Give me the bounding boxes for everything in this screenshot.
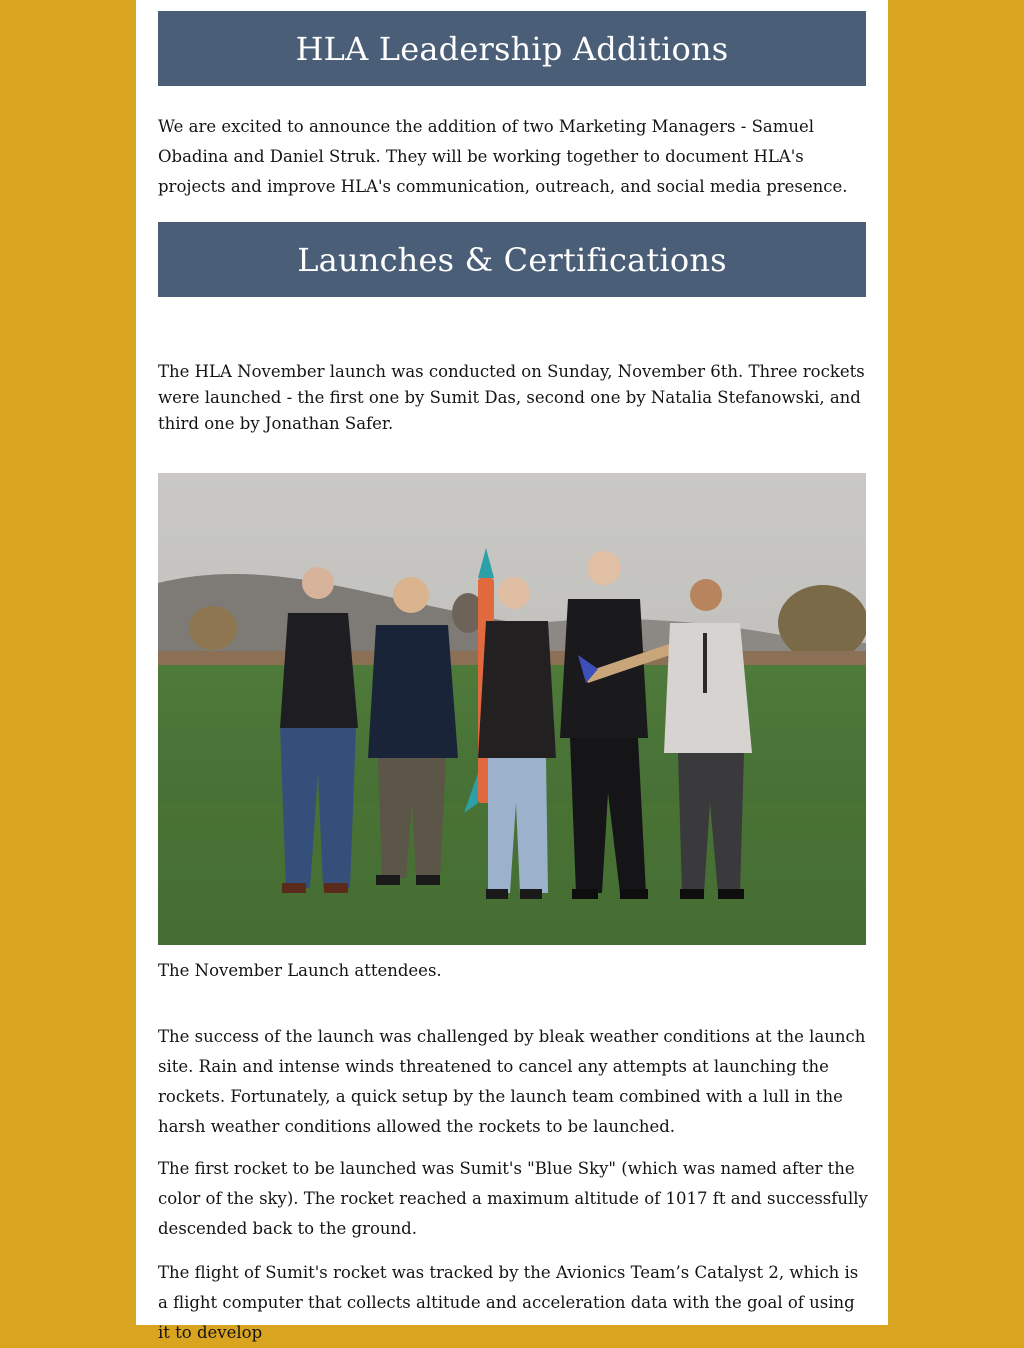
launch-intro-paragraph: The HLA November launch was conducted on Sunday, November 6th. Three rockets were launched - the first one by Sumit Das, second one by Natalia Stefanowski, and third one by Jonathan Safer. <box>158 362 865 433</box>
weather-paragraph: The success of the launch was challenged by bleak weather conditions at the launch site. Rain and intense winds threatened to cancel any attempts at launching the rockets. Fortunately, a quick setup by the launch team combined with a lull in the harsh weather conditions allowed the rockets to be launched. <box>158 1027 866 1136</box>
tracking-paragraph: The flight of Sumit's rocket was tracked by the Avionics Team’s Catalyst 2, which is a flight computer that collects altitude and acceleration data with the goal of using it to develop <box>158 1263 859 1342</box>
newsletter-page <box>136 0 888 1342</box>
first-rocket-paragraph: The first rocket to be launched was Sumit's "Blue Sky" (which was named after the color of the sky). The rocket reached a maximum altitude of 1017 ft and successfully descended back to the ground. <box>158 1159 868 1238</box>
section-title-leadership: HLA Leadership Additions <box>295 29 729 68</box>
section-banner-leadership <box>158 11 866 86</box>
launch-attendees-photo <box>158 473 866 945</box>
photo-caption: The November Launch attendees. <box>158 961 442 980</box>
leadership-paragraph: We are excited to announce the addition of two Marketing Managers - Samuel Obadina and Daniel Struk. They will be working together to document HLA's projects and improve HLA's communication, outreach, and social media presence. <box>158 117 848 196</box>
section-title-launches: Launches & Certifications <box>297 240 727 279</box>
section-banner-launches <box>158 222 866 297</box>
